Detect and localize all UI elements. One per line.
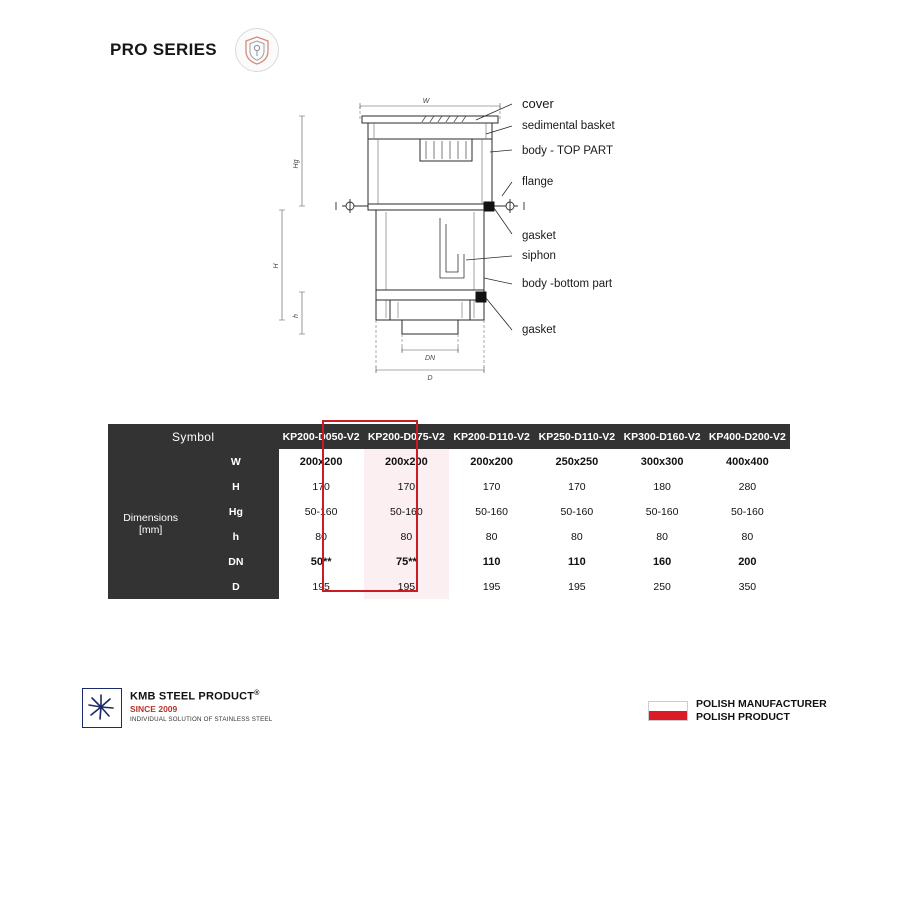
brand-since: SINCE 2009 bbox=[130, 703, 178, 714]
cell-h-0: 170 bbox=[279, 474, 364, 499]
cell-dn-0: 50** bbox=[279, 549, 364, 574]
cell-hg-0: 50-160 bbox=[279, 499, 364, 524]
dimensions-group-label bbox=[108, 449, 193, 599]
table-row bbox=[108, 574, 790, 599]
table-header-row bbox=[108, 424, 790, 449]
page-header bbox=[110, 28, 279, 72]
header-col-0: KP200-D050-V2 bbox=[279, 424, 364, 449]
cell-hs-5: 80 bbox=[705, 524, 790, 549]
manufacturer-line-2: POLISH PRODUCT bbox=[696, 710, 790, 723]
svg-text:h: h bbox=[293, 314, 300, 318]
table-row bbox=[108, 549, 790, 574]
brand-name bbox=[130, 690, 272, 703]
callout-body-bottom-part: body -bottom part bbox=[522, 278, 613, 290]
cell-d-0: 195 bbox=[279, 574, 364, 599]
cell-w-4: 300x300 bbox=[620, 449, 705, 474]
callout-sedimental-basket: sedimental basket bbox=[522, 120, 615, 132]
table-row bbox=[108, 499, 790, 524]
kmb-logo-icon bbox=[82, 688, 122, 728]
cell-w-2: 200x200 bbox=[449, 449, 534, 474]
cell-dn-1: 75** bbox=[364, 549, 449, 574]
callout-gasket-upper: gasket bbox=[522, 230, 556, 242]
cell-d-5: 350 bbox=[705, 574, 790, 599]
shield-badge-icon bbox=[235, 28, 279, 72]
dimensions-label-line2: [mm] bbox=[138, 524, 163, 536]
cell-d-4: 250 bbox=[620, 574, 705, 599]
cell-hg-1: 50-160 bbox=[364, 499, 449, 524]
cell-d-3: 195 bbox=[534, 574, 619, 599]
cell-hs-1: 80 bbox=[364, 524, 449, 549]
callout-body-top-part: body - TOP PART bbox=[522, 145, 613, 157]
cell-hs-2: 80 bbox=[449, 524, 534, 549]
brand-tagline: INDIVIDUAL SOLUTION OF STAINLESS STEEL bbox=[130, 715, 273, 723]
header-col-1: KP200-D075-V2 bbox=[364, 424, 449, 449]
svg-text:DN: DN bbox=[424, 355, 436, 362]
header-col-3: KP250-D110-V2 bbox=[534, 424, 619, 449]
cell-dn-5: 200 bbox=[705, 549, 790, 574]
table-row bbox=[108, 449, 790, 474]
polish-flag-icon bbox=[648, 701, 688, 721]
cell-w-5: 400x400 bbox=[705, 449, 790, 474]
cell-hs-0: 80 bbox=[279, 524, 364, 549]
cell-hg-5: 50-160 bbox=[705, 499, 790, 524]
svg-text:H: H bbox=[273, 263, 280, 269]
cell-h-4: 180 bbox=[620, 474, 705, 499]
dimensions-label-line1: Dimensions bbox=[123, 511, 179, 524]
cell-hg-2: 50-160 bbox=[449, 499, 534, 524]
cell-dn-4: 160 bbox=[620, 549, 705, 574]
technical-drawing bbox=[250, 78, 670, 398]
cell-d-1: 195 bbox=[364, 574, 449, 599]
registered-mark: ® bbox=[254, 690, 260, 697]
row-label-d: D bbox=[193, 574, 278, 599]
polish-manufacturer-block bbox=[648, 698, 827, 723]
cell-w-1: 200x200 bbox=[364, 449, 449, 474]
cell-d-2: 195 bbox=[449, 574, 534, 599]
cell-hg-4: 50-160 bbox=[620, 499, 705, 524]
cell-h-5: 280 bbox=[705, 474, 790, 499]
cell-w-3: 250x250 bbox=[534, 449, 619, 474]
cell-dn-2: 110 bbox=[449, 549, 534, 574]
svg-text:Hg: Hg bbox=[293, 159, 300, 169]
specification-table bbox=[108, 424, 790, 599]
cell-w-0: 200x200 bbox=[279, 449, 364, 474]
polish-manufacturer-text bbox=[696, 698, 827, 723]
row-label-h-small: h bbox=[193, 524, 278, 549]
header-col-5: KP400-D200-V2 bbox=[705, 424, 790, 449]
manufacturer-line-1: POLISH MANUFACTURER bbox=[696, 698, 827, 710]
cell-h-1: 170 bbox=[364, 474, 449, 499]
row-label-hg: Hg bbox=[193, 499, 278, 524]
header-symbol: Symbol bbox=[108, 424, 279, 449]
header-col-2: KP200-D110-V2 bbox=[449, 424, 534, 449]
row-label-h: H bbox=[193, 474, 278, 499]
header-col-4: KP300-D160-V2 bbox=[620, 424, 705, 449]
cell-hg-3: 50-160 bbox=[534, 499, 619, 524]
page-title: PRO SERIES bbox=[110, 40, 217, 59]
callout-siphon: siphon bbox=[522, 250, 556, 262]
row-label-dn: DN bbox=[193, 549, 278, 574]
table-row bbox=[108, 524, 790, 549]
cell-h-3: 170 bbox=[534, 474, 619, 499]
svg-text:D: D bbox=[427, 375, 433, 382]
callout-flange: flange bbox=[522, 176, 554, 188]
callout-gasket-lower: gasket bbox=[522, 324, 556, 336]
brand-name-text: KMB STEEL PRODUCT bbox=[130, 690, 255, 703]
company-logo-block bbox=[82, 688, 272, 728]
cell-hs-4: 80 bbox=[620, 524, 705, 549]
cell-dn-3: 110 bbox=[534, 549, 619, 574]
table-row bbox=[108, 474, 790, 499]
cell-hs-3: 80 bbox=[534, 524, 619, 549]
cell-h-2: 170 bbox=[449, 474, 534, 499]
callout-cover: cover bbox=[522, 96, 554, 111]
svg-text:W: W bbox=[422, 98, 430, 105]
row-label-w: W bbox=[193, 449, 278, 474]
